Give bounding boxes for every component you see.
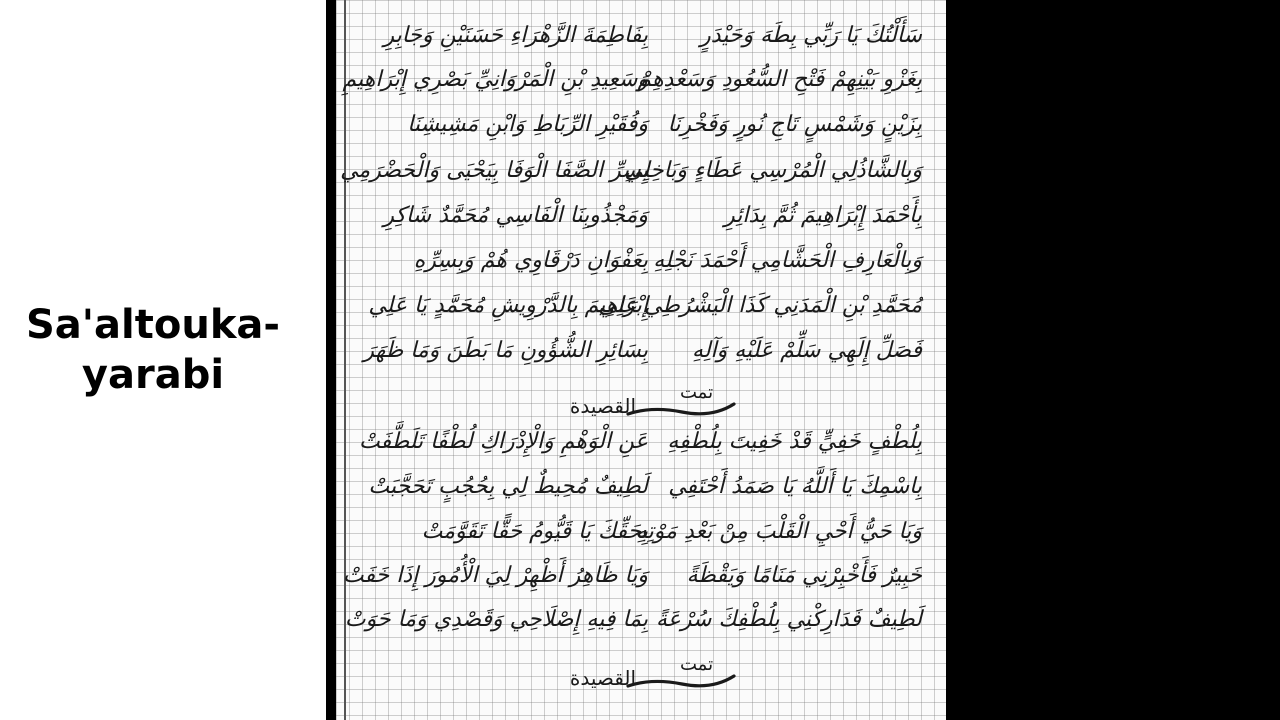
verse-line (336, 465, 946, 509)
verse-left: بِمَا فِيهِ إِصْلَاحِي وَقَصْدِي وَمَا حَوَتْ (344, 607, 648, 632)
verse-line (336, 149, 946, 193)
heading-signature-text: تمت (680, 382, 714, 403)
verse-right: مُحَمَّدِ بْنِ الْمَدَنِي كَذَا الْيَشْرُطِي عَلِي (598, 293, 922, 318)
verse-right: وَبِالْعَارِفِ الْحَشَّامِي أَحْمَدَ نَجْلِهِ (653, 248, 922, 273)
verse-right: بِزَيْنٍ وَشَمْسٍ تَاجِ نُورٍ وَفَخْرِنَا (667, 112, 922, 137)
verse-right: وَبِالشَّاذُلِي الْمُرْسِي عَطَاءٍ وَبَاخِلِي (624, 158, 922, 183)
verse-right: فَصَلِّ إِلَهِي سَلِّمْ عَلَيْهِ وَآلِهِ (692, 338, 922, 363)
verse-left: إِبْرَاهِيمَ بِالدَّرْوِيشِ مُحَمَّدٍ يَا عَلِي (368, 293, 648, 318)
verse-right: وَيَا حَيُّ أَحْيِ الْقَلْبَ مِنْ بَعْدِ مَوْتِهِ (635, 519, 922, 544)
verse-line (336, 14, 946, 58)
verse-left: وَسَعِيدِ بْنِ الْمَرْوَانِيِّ بَصْرِي إِبْرَاهِيمِ (342, 67, 648, 92)
verse-left: عَنِ الْوَهْمِ وَالْإِدْرَاكِ لُطْفًا تَلَطَّفَتْ (359, 429, 648, 454)
verse-right: بِلُطْفٍ خَفِيٍّ قَدْ خَفِيتَ بِلُطْفِهِ (667, 429, 922, 454)
left-panel (0, 0, 326, 720)
verse-left: بِعَفْوَانِ دَرْقَاوِي هُمْ وَبِسِرِّهِ (413, 248, 648, 273)
verse-line (336, 284, 946, 328)
right-black-band (946, 0, 1280, 720)
verse-line (336, 194, 946, 238)
verse-line (336, 598, 946, 642)
verse-right: سَأَلْتُكَ يَا رَبِّي بِطَهَ وَحَيْدَرٍ (700, 23, 922, 48)
heading-signature (622, 656, 742, 700)
verse-left: بِفَاطِمَةَ الزَّهْرَاءِ حَسَنَيْنِ وَجَابِرِ (383, 23, 648, 48)
heading-word: القصيدة (569, 666, 636, 690)
video-title (0, 300, 306, 400)
verse-left: وَمَجْذُوبِنَا الْفَاسِي مُحَمَّدٌ شَاكِرِ (383, 203, 648, 228)
verse-line (336, 58, 946, 102)
verse-line (336, 510, 946, 554)
verse-left: لَطِيفٌ مُحِيطٌ لِي بِحُجُبٍ تَحَجَّبَتْ (368, 474, 648, 499)
section-heading (526, 656, 756, 700)
verse-right: بِأَحْمَدَ إِبْرَاهِيمَ ثُمَّ بِدَائِرِ (724, 203, 922, 228)
verse-line (336, 554, 946, 598)
verse-right: بِاسْمِكَ يَا أَللَّهُ يَا صَمَدُ أَحْتَفِي (668, 474, 922, 499)
verse-left: بِحَقِّكَ يَا قَيُّومُ حَقًّا تَقَوَّمَتْ (421, 519, 648, 544)
verse-left: بِسِرِّ الصَّفَا الْوَفَا بِيَحْيَى وَالْحَضْرَمِي (340, 158, 648, 183)
verse-right: بِغَزْوِ بَيْنِهِمْ فَتْحِ السُّعُودِ وَسَعْدِهِمْ (637, 67, 922, 92)
heading-signature-text: تمت (680, 654, 714, 675)
verse-left: بِسَائِرِ الشُّؤُونِ مَا بَطَنَ وَمَا ظَهَرَ (363, 338, 648, 363)
verse-left: وَيَا ظَاهِرُ أَظْهِرْ لِيَ الْأُمُورَ إِذَا خَفَتْ (342, 563, 648, 588)
title-line-1: Sa'altouka- (25, 302, 281, 348)
verse-line (336, 420, 946, 464)
verse-left: وَفُقَيْرِ الرِّبَاطِ وَابْنِ مَشِيشِنَا (407, 112, 648, 137)
verse-line (336, 239, 946, 283)
handwritten-page (336, 0, 946, 720)
verse-right: لَطِيفٌ فَدَارِكْنِي بِلُطْفِكَ سُرْعَةً (655, 607, 922, 632)
heading-word: القصيدة (569, 394, 636, 418)
verse-line (336, 103, 946, 147)
paper-edge (326, 0, 336, 720)
title-line-2: yarabi (81, 352, 225, 398)
verse-right: خَبِيرٌ فَأَخْبِرْنِي مَنَامًا وَيَقْظَةً (686, 563, 922, 588)
verse-line (336, 329, 946, 373)
